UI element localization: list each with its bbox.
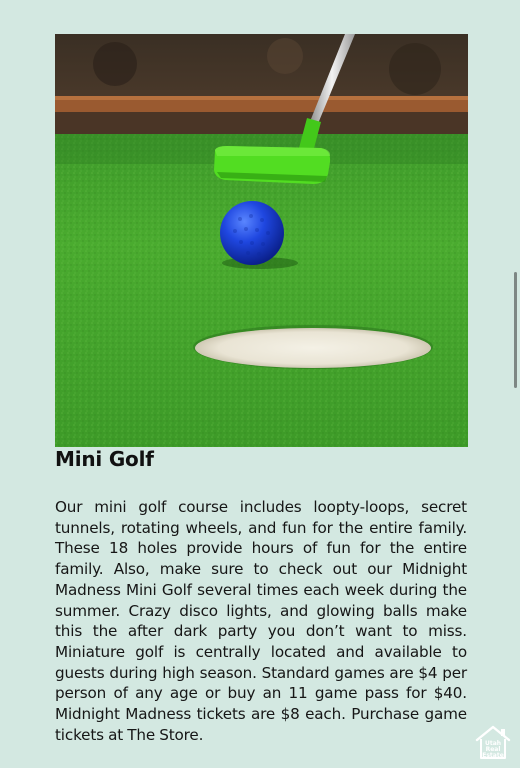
watermark-line2: Real — [485, 746, 501, 753]
watermark-logo — [474, 723, 512, 761]
scrollbar-thumb[interactable] — [514, 272, 517, 388]
watermark-line3: Estate — [482, 752, 504, 759]
page-title: Mini Golf — [55, 447, 154, 471]
watermark-line1: Utah — [484, 740, 502, 747]
house-icon — [474, 723, 512, 761]
description-text: Our mini golf course includes loopty-loops, secret tunnels, rotating wheels, and fun for the entire family. These 18 holes provide hours of fun for the entire family. Also, make sure to check out our Midnight Madness Mini Golf several times each week during the summer. Crazy disco lights, and glowing balls make this the after dark party you don’t want to miss. Miniature golf is centrally located and available to guests during high season. Standard games are $4 per person of any age or buy an 11 game pass for $40. Midnight Madness tickets are $8 each. Purchase game tickets at The Store. — [55, 498, 467, 744]
mini-golf-illustration — [55, 34, 468, 447]
mini-golf-photo — [55, 34, 468, 447]
